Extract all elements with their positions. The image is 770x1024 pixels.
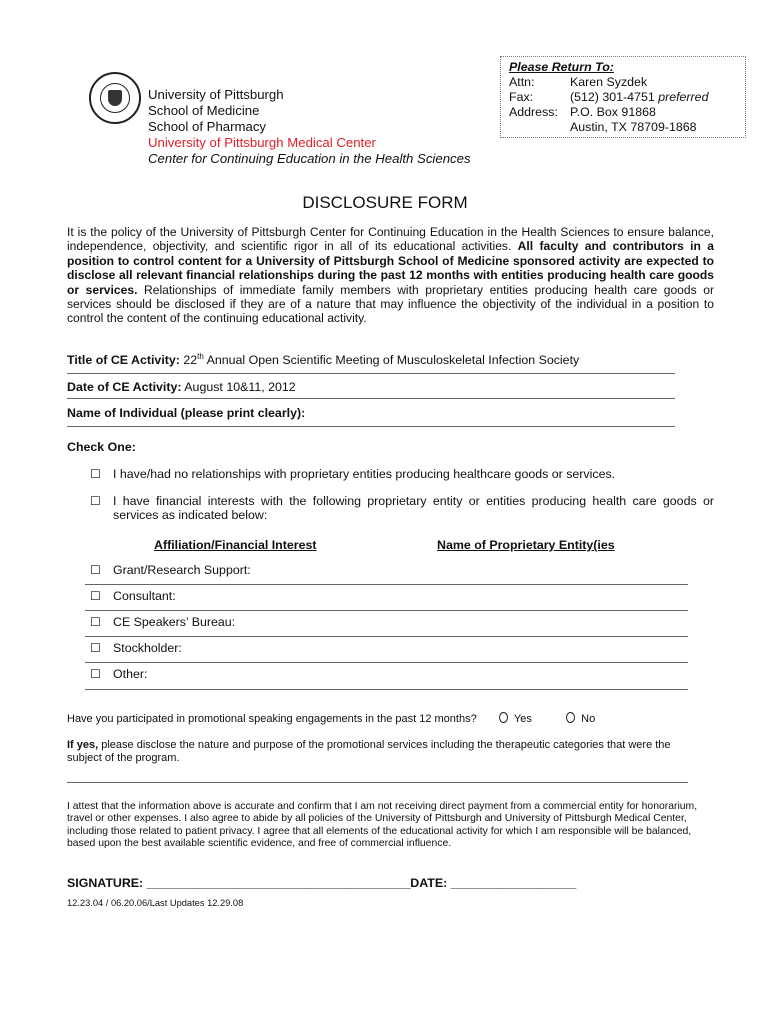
no-radio[interactable]: [566, 712, 575, 723]
grant-input-line[interactable]: [85, 584, 688, 585]
affiliation-column-header: Affiliation/Financial Interest: [154, 538, 317, 552]
if-yes-text: please disclose the nature and purpose of the promotional services including the therapeutic categories that were the subject of the program.: [67, 739, 671, 764]
if-yes-instructions: [67, 739, 692, 765]
fax-note: preferred: [658, 90, 709, 104]
stockholder-checkbox[interactable]: ☐: [90, 641, 101, 655]
address-label: Address:: [509, 105, 558, 119]
name-label: Name of Individual (please print clearly):: [67, 406, 306, 420]
date-signed-label: DATE:: [410, 876, 448, 890]
attestation-paragraph: I attest that the information above is accurate and confirm that I am not receiving direct payment from a commercial entity for honorarium, travel or other expenses. I also agree to abide by all policies of the University of Pittsburgh and University of Pittsburgh Medical Center, including those related to patient privacy. I agree that all elements of the educational activity for which I am responsible will be balanced, based upon the best available scientific evidence, and free of commercial influence.: [67, 801, 698, 849]
signature-row: [67, 876, 576, 890]
yes-radio[interactable]: [499, 712, 508, 723]
field-underline: [67, 373, 675, 374]
consultant-checkbox[interactable]: ☐: [90, 589, 101, 603]
check-one-label: Check One:: [67, 440, 136, 454]
return-heading: Please Return To:: [509, 60, 614, 74]
title-value: 22th Annual Open Scientific Meeting of Musculoskeletal Infection Society: [183, 352, 580, 368]
financial-interests-option: I have financial interests with the following proprietary entity or entities producing health care goods or services as indicated below:: [113, 494, 714, 523]
no-relationship-checkbox[interactable]: ☐: [90, 467, 101, 481]
other-checkbox[interactable]: ☐: [90, 667, 101, 681]
address-line: Austin, TX 78709-1868: [570, 120, 697, 134]
fax-label: Fax:: [509, 90, 534, 104]
financial-interests-checkbox[interactable]: ☐: [90, 494, 101, 508]
other-input-line[interactable]: [85, 689, 688, 690]
other-label: Other:: [113, 667, 148, 681]
date-field: [67, 380, 296, 394]
attn-value: Karen Syzdek: [570, 75, 648, 89]
date-value: August 10&11, 2012: [184, 380, 296, 394]
entity-column-header: Name of Proprietary Entity(ies: [437, 538, 615, 552]
yes-label: Yes: [513, 713, 532, 725]
signature-line[interactable]: ________________________________________: [146, 876, 411, 890]
form-title: DISCLOSURE FORM: [302, 193, 468, 212]
grant-label: Grant/Research Support:: [113, 563, 251, 577]
policy-bold-text: All faculty and contributors in a position to control content for a University of Pittsburgh School of Medicine sponsored activity are expected to disclose all relevant financial relationships during the past 12 months with entities producing health care goods or services.: [67, 239, 714, 297]
speakers-bureau-input-line[interactable]: [85, 636, 688, 637]
if-yes-bold: If yes,: [67, 739, 99, 751]
no-label: No: [581, 713, 596, 725]
title-label: Title of CE Activity:: [67, 353, 180, 368]
stockholder-input-line[interactable]: [85, 662, 688, 663]
name-input-line[interactable]: [67, 426, 675, 427]
speakers-bureau-label: CE Speakers’ Bureau:: [113, 615, 236, 629]
title-field: [67, 352, 579, 367]
institution-name: School of Medicine: [148, 103, 260, 118]
institution-name: School of Pharmacy: [148, 119, 267, 134]
center-name: Center for Continuing Education in the Health Sciences: [148, 151, 471, 166]
date-label: Date of CE Activity:: [67, 380, 182, 394]
yes-option: [499, 712, 532, 726]
stockholder-label: Stockholder:: [113, 641, 182, 655]
promo-question: Have you participated in promotional speaking engagements in the past 12 months?: [67, 713, 477, 725]
consultant-input-line[interactable]: [85, 610, 688, 611]
promo-input-line[interactable]: [67, 782, 688, 783]
speakers-bureau-checkbox[interactable]: ☐: [90, 615, 101, 629]
policy-text: Relationships of immediate family members with proprietary entities producing health care goods or services should be disclosed if they are of a nature that may influence the objectivity of the individual in a position to control the content of the continuing educational activity.: [67, 282, 714, 326]
address-line: P.O. Box 91868: [570, 105, 656, 119]
field-underline: [67, 398, 675, 399]
policy-paragraph: [67, 225, 714, 326]
fax-value: (512) 301-4751: [570, 90, 655, 104]
no-option: [566, 712, 595, 726]
university-seal-logo: [89, 72, 141, 124]
no-relationship-option: I have/had no relationships with proprietary entities producing healthcare goods or services.: [113, 467, 616, 481]
consultant-label: Consultant:: [113, 589, 176, 603]
return-to-box: [500, 56, 746, 138]
signature-label: SIGNATURE:: [67, 876, 144, 890]
revision-footer: 12.23.04 / 06.20.06/Last Updates 12.29.08: [67, 898, 244, 908]
grant-checkbox[interactable]: ☐: [90, 563, 101, 577]
institution-block: [148, 87, 471, 167]
date-signed-line[interactable]: ___________________: [450, 876, 576, 890]
attn-label: Attn:: [509, 75, 535, 89]
policy-text: It is the policy of the University of Pittsburgh Center for Continuing Education in the Health Sciences to ensure balance, independence, objectivity, and scientific rigor in all of its educational activities.: [67, 225, 714, 254]
medical-center-name: University of Pittsburgh Medical Center: [148, 135, 376, 150]
institution-name: University of Pittsburgh: [148, 87, 284, 102]
